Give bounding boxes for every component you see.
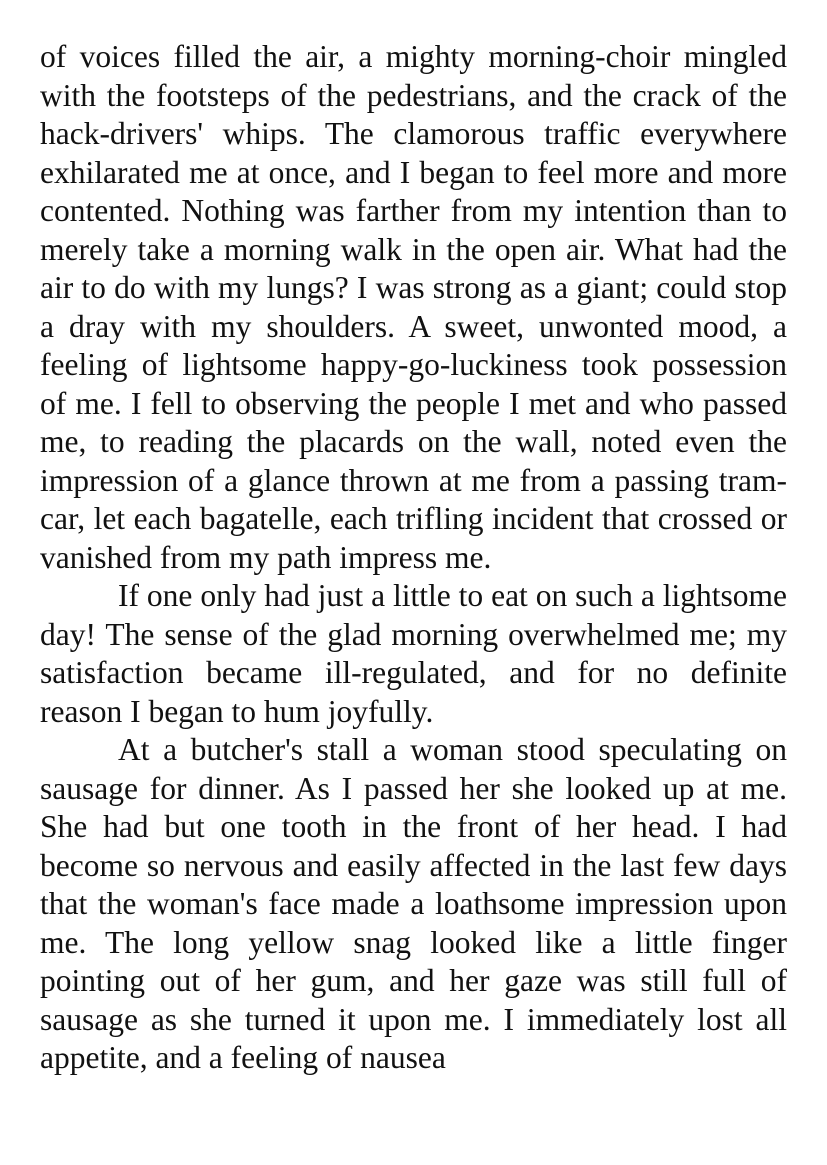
paragraph-continuation: of voices filled the air, a mighty morning-choir mingled with the footsteps of the pedestrians, and the crack of the hack-drivers' whips. The clamorous traffic everywhere exhilarated me at once, and I began to feel more and more contented. Nothing was farther from my intention than to merely take a morning walk in the open air. What had the air to do with my lungs? I was strong as a giant; could stop a dray with my shoulders. A sweet, unwonted mood, a feeling of lightsome happy-go-luckiness took possession of me. I fell to observing the people I met and who passed me, to reading the placards on the wall, noted even the impression of a glance thrown at me from a passing tram-car, let each bagatelle, each trifling incident that crossed or vanished from my path impress me. <box>40 39 787 575</box>
paragraph-butcher-stall: At a butcher's stall a woman stood speculating on sausage for dinner. As I passed her she looked up at me. She had but one tooth in the front of her head. I had become so nervous and easily affected in the last few days that the woman's face made a loathsome impression upon me. The long yellow snag looked like a little finger pointing out of her gum, and her gaze was still full of sausage as she turned it upon me. I immediately lost all appetite, and a feeling of nausea <box>40 732 787 1075</box>
page-body <box>40 38 787 1078</box>
paragraph-lightsome-day: If one only had just a little to eat on such a lightsome day! The sense of the glad morning overwhelmed me; my satisfaction became ill-regulated, and for no definite reason I began to hum joyfully. <box>40 578 787 729</box>
